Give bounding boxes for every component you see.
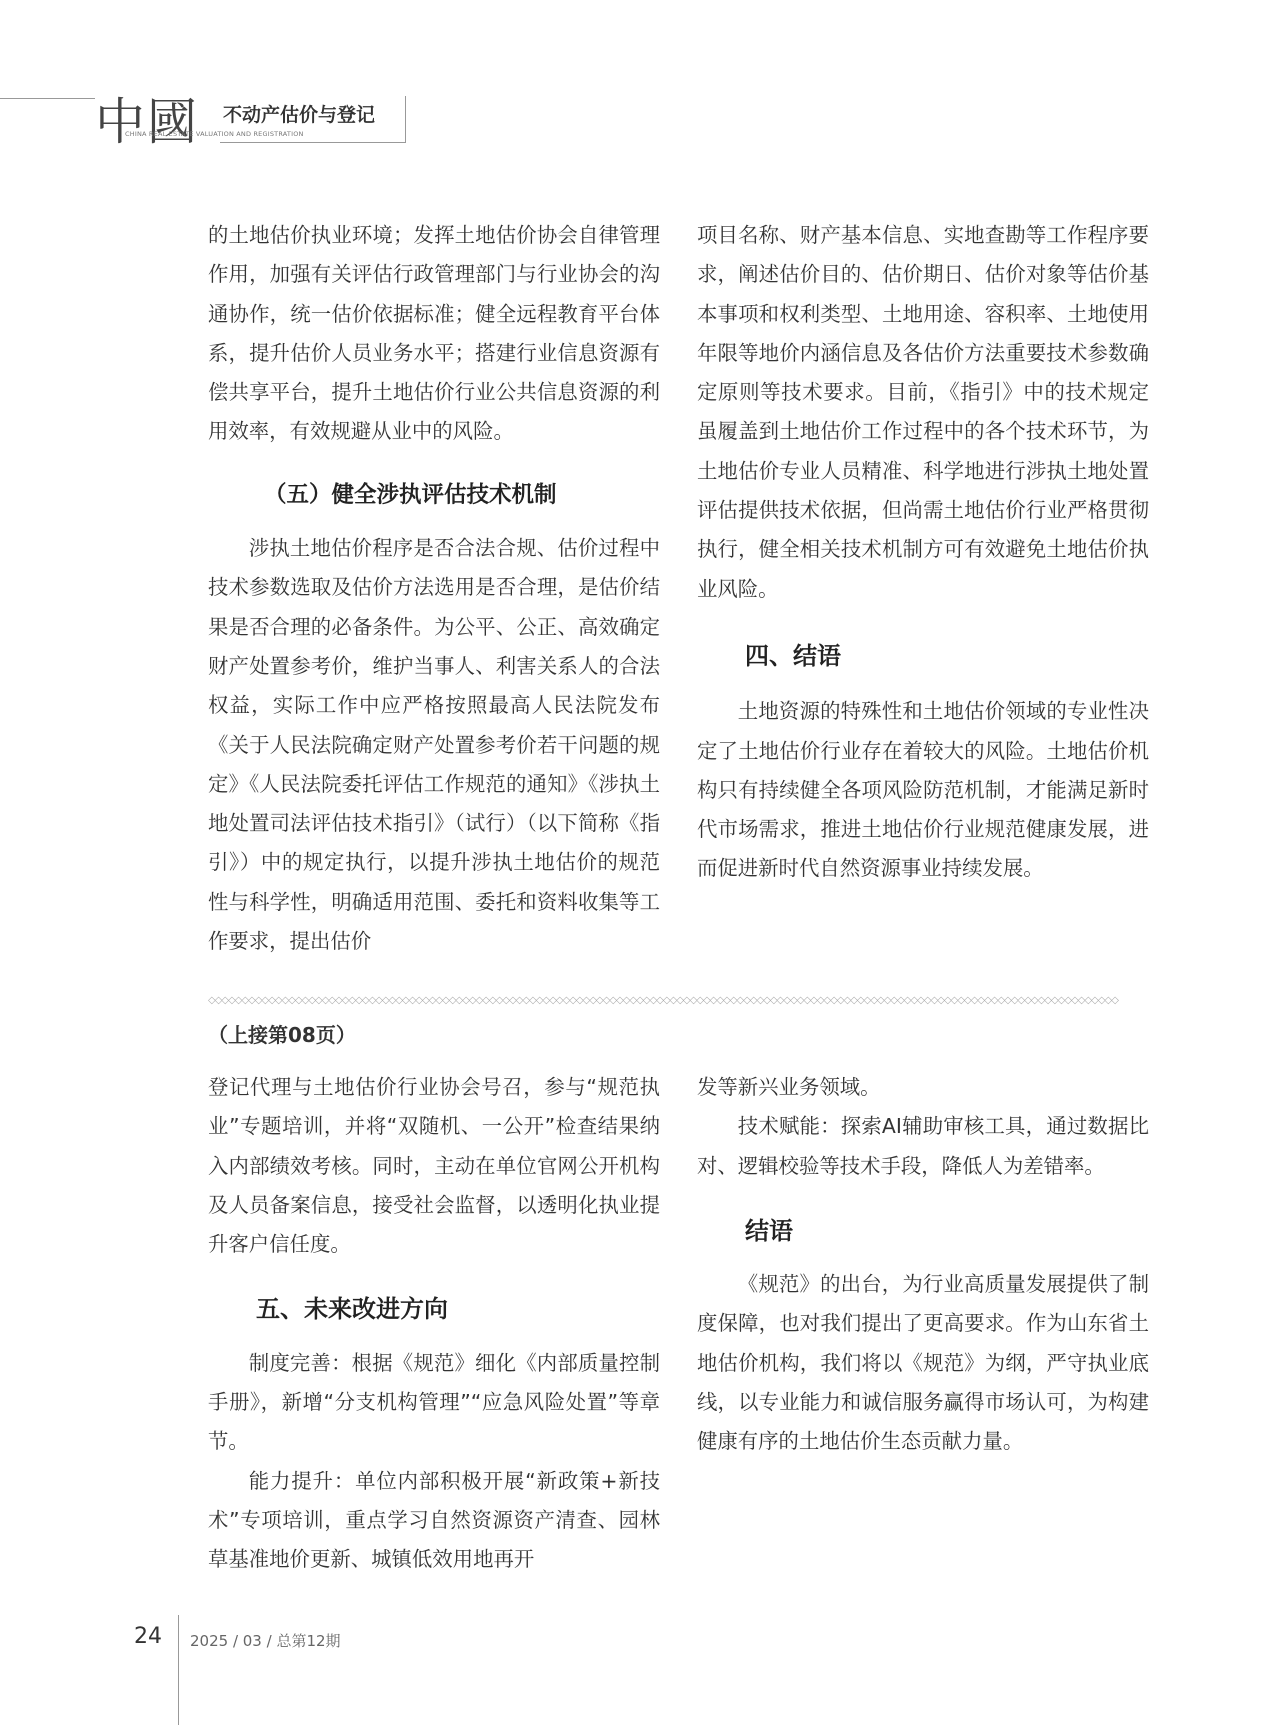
paragraph: 项目名称、财产基本信息、实地查勘等工作程序要求，阐述估价目的、估价期日、估价对象等估价基本事项和权利类型、土地用途、容积率、土地使用年限等地价内涵信息及各估价方法重要技术参数确定原则等技术要求。目前，《指引》中的技术规定虽履盖到土地估价工作过程中的各个技术环节，为土地估价专业人员精准、科学地进行涉执土地处置评估提供技术依据，但尚需土地估价行业严格贯彻执行，健全相关技术机制方可有效避免土地估价执业风险。 bbox=[697, 223, 1149, 601]
section-heading-future: 五、未来改进方向 bbox=[256, 1295, 448, 1324]
paragraph: 制度完善：根据《规范》细化《内部质量控制手册》，新增“分支机构管理”“应急风险处置”等章节。 bbox=[208, 1350, 660, 1454]
paragraph: 涉执土地估价程序是否合法合规、估价过程中技术参数选取及估价方法选用是否合理，是估价结果是否合理的必备条件。为公平、公正、高效确定财产处置参考价，维护当事人、利害关系人的合法权益，实际工作中应严格按照最高人民法院发布《关于人民法院确定财产处置参考价若干问题的规定》《人民法院委托评估工作规范的通知》《涉执土地处置司法评估技术指引》（试行）（以下简称《指引》）中的规定执行，以提升涉执土地估价的规范性与科学性，明确适用范围、委托和资料收集等工作要求，提出估价 bbox=[208, 536, 660, 954]
continued-from-note: （上接第08页） bbox=[208, 1023, 356, 1047]
section-heading-summary: 结语 bbox=[745, 1216, 793, 1245]
paragraph: 能力提升：单位内部积极开展“新政策+新技术”专项培训，重点学习自然资源资产清查、园林草基准地价更新、城镇低效用地再开 bbox=[208, 1468, 660, 1572]
logo-char-zhong: 中 bbox=[95, 93, 145, 151]
paragraph: 的土地估价执业环境；发挥土地估价协会自律管理作用，加强有关评估行政管理部门与行业协会的沟通协作，统一估价依据标准；健全远程教育平台体系，提升估价人员业务水平；搭建行业信息资源有偿共享平台，提升土地估价行业公共信息资源的利用效率，有效规避从业中的风险。 bbox=[208, 223, 660, 444]
journal-subtitle: CHINA REAL ESTATE VALUATION AND REGISTRATION bbox=[125, 130, 304, 138]
top-left-column bbox=[208, 216, 660, 961]
footer-rule bbox=[178, 1615, 179, 1725]
header-rule bbox=[0, 98, 95, 99]
section-heading-5: （五）健全涉执评估技术机制 bbox=[264, 481, 557, 508]
paragraph: 土地资源的特殊性和土地估价领域的专业性决定了土地估价行业存在着较大的风险。土地估价机构只有持续健全各项风险防范机制，才能满足新时代市场需求，推进土地估价行业规范健康发展，进而促进新时代自然资源事业持续发展。 bbox=[697, 699, 1149, 881]
paragraph: 《规范》的出台，为行业高质量发展提供了制度保障，也对我们提出了更高要求。作为山东省土地估价机构，我们将以《规范》为纲，严守执业底线，以专业能力和诚信服务赢得市场认可，为构建健康有序的土地估价生态贡献力量。 bbox=[697, 1272, 1149, 1454]
section-heading-conclusion: 四、结语 bbox=[745, 641, 841, 670]
issue-info: 2025 / 03 / 总第12期 bbox=[190, 1632, 341, 1650]
bottom-left-column bbox=[208, 1068, 660, 1580]
top-right-column bbox=[697, 216, 1149, 889]
section-divider: ◇◇◇◇◇◇◇◇◇◇◇◇◇◇◇◇◇◇◇◇◇◇◇◇◇◇◇◇◇◇◇◇◇◇◇◇◇◇◇◇◇◇◇◇◇◇◇◇◇◇◇◇◇◇◇◇◇◇◇◇◇◇◇◇◇◇◇◇◇◇◇◇◇◇◇◇◇◇◇◇◇◇◇◇◇◇◇◇◇◇◇◇◇◇◇◇◇◇◇◇◇◇◇◇◇◇◇◇◇◇◇◇◇◇◇◇◇◇◇◇◇◇◇◇◇◇◇◇◇◇◇◇◇◇◇◇ bbox=[208, 995, 1118, 1006]
journal-title: 不动产估价与登记 bbox=[223, 104, 376, 126]
paragraph: 登记代理与土地估价行业协会号召，参与“规范执业”专题培训，并将“双随机、一公开”检查结果纳入内部绩效考核。同时，主动在单位官网公开机构及人员备案信息，接受社会监督，以透明化执业提升客户信任度。 bbox=[208, 1075, 660, 1257]
paragraph: 技术赋能：探索AI辅助审核工具，通过数据比对、逻辑校验等技术手段，降低人为差错率。 bbox=[697, 1114, 1149, 1178]
page-number: 24 bbox=[134, 1624, 162, 1649]
bottom-right-column bbox=[697, 1068, 1149, 1462]
logo-char-guo: 國 bbox=[147, 93, 197, 151]
paragraph: 发等新兴业务领域。 bbox=[697, 1075, 881, 1099]
